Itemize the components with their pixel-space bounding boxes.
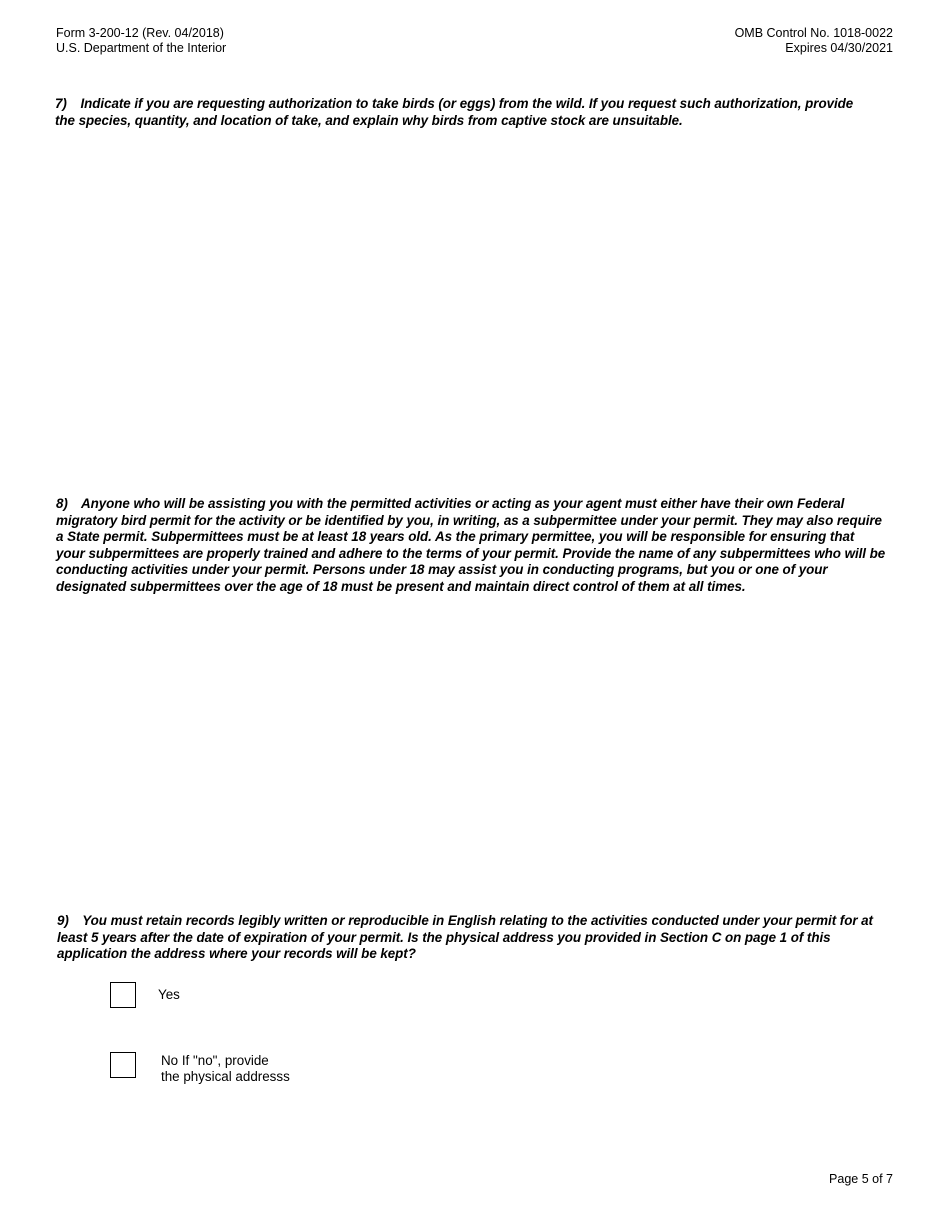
question-9 <box>57 913 877 963</box>
question-9-number: 9) <box>57 913 69 928</box>
question-8 <box>56 496 886 596</box>
no-checkbox[interactable] <box>110 1052 136 1078</box>
department-name: U.S. Department of the Interior <box>56 41 227 55</box>
question-8-number: 8) <box>56 496 68 511</box>
omb-control-number: OMB Control No. 1018-0022 <box>734 26 893 40</box>
form-header-right <box>735 26 893 56</box>
question-7-number: 7) <box>55 96 67 111</box>
question-8-text: Anyone who will be assisting you with the permitted activities or acting as your agent must either have their own Federal migratory bird permit for the activity or be identified by you, in writing, as a subpermittee under your permit. They may also require a State permit. Subpermittees must be at least 18 years old. As the primary permittee, you will be responsible for ensuring that your subpermittees are properly trained and adhere to the terms of your permit. Provide the name of any subpermittees who will be conducting activities under your permit. Persons under 18 may assist you in conducting programs, but you or one of your designated subpermittees over the age of 18 must be present and maintain direct control of them at all times. <box>56 496 886 594</box>
form-number: Form 3-200-12 (Rev. 04/2018) <box>56 26 224 40</box>
question-7 <box>55 96 855 129</box>
form-header-left <box>56 26 226 56</box>
yes-label: Yes <box>158 987 180 1002</box>
yes-checkbox[interactable] <box>110 982 136 1008</box>
no-label-line-2: the physical addresss <box>161 1069 290 1084</box>
no-label <box>161 1053 321 1085</box>
question-7-text: Indicate if you are requesting authorization to take birds (or eggs) from the wild. If you request such authorization, provide the species, quantity, and location of take, and explain why birds from captive stock are unsuitable. <box>55 96 854 128</box>
question-9-text: You must retain records legibly written or reproducible in English relating to the activities conducted under your permit for at least 5 years after the date of expiration of your permit. Is the physical address you provided in Section C on page 1 of this application the address where your records will be kept? <box>57 913 873 962</box>
page-number: Page 5 of 7 <box>829 1172 893 1186</box>
expiration-date: Expires 04/30/2021 <box>785 41 893 55</box>
no-label-line-1: No If "no", provide <box>161 1053 269 1068</box>
